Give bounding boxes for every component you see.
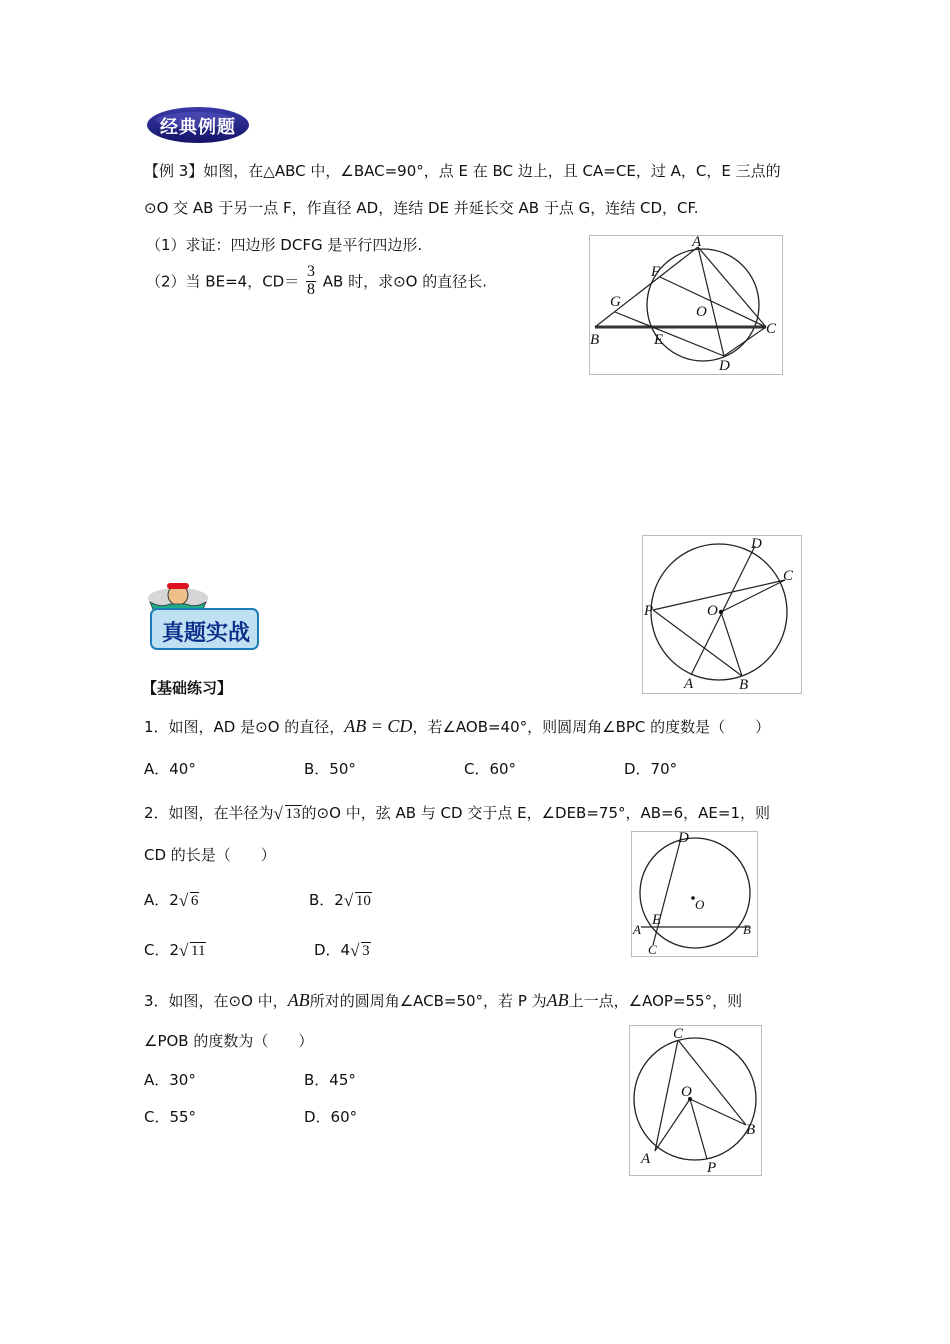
q3-mid: 所对的圆周角∠ACB=50°，若 P 为 [309,992,547,1010]
sqrt-3: √ 3 [350,941,370,960]
radicand-10: 10 [355,893,371,909]
label-D: D [751,536,762,552]
label-C: C [766,321,777,337]
q3-figure [629,1025,762,1176]
q3-option-a: A．30° [144,1071,196,1089]
q3-pre: 3．如图，在⊙O 中， [144,992,288,1010]
real-exam-label: 真题实战 [162,620,251,646]
label-D: D [719,358,730,374]
label-C: C [783,568,794,584]
q1-option-b: B．50° [304,760,356,778]
q2-optB-pre: B．2 [309,891,344,909]
radicand-6: 6 [190,893,199,909]
q2-option-d [314,939,371,960]
label-A: A [684,676,694,692]
q2-pre: 2．如图，在半径为 [144,804,274,822]
q1-option-d: D．70° [624,760,678,778]
part2-pre: （2）当 BE=4，CD＝ [146,272,300,291]
q1-pre: 1．如图，AD 是⊙O 的直径， [144,718,345,736]
radicand-3: 3 [362,943,370,959]
q1-post: ，若∠AOB=40°，则圆周角∠BPC 的度数是（ ） [412,718,771,736]
radicand-13: 13 [285,806,301,822]
mascot-icon [148,583,208,612]
classic-example-label: 经典例题 [160,117,236,138]
label-E: E [654,332,664,348]
q1-text [144,716,770,737]
label-G: G [610,294,621,310]
label-B: B [590,332,600,348]
q2-optA-pre: A．2 [144,891,179,909]
q3-arc-ab-2: AB [546,990,569,1010]
label-O: O [707,603,718,619]
q2-diagram [632,832,757,956]
q3-diagram [630,1026,761,1175]
q3-option-c: C．55° [144,1108,197,1126]
q2-optC-pre: C．2 [144,941,180,959]
sqrt-6: √ 6 [178,891,199,910]
q1-option-a: A．40° [144,760,196,778]
basic-practice-heading: 【基础练习】 [142,679,233,697]
q2-post: 的⊙O 中，弦 AB 与 CD 交于点 E，∠DEB=75°，AB=6，AE=1，则 [301,804,771,822]
label-P: P [707,1160,717,1175]
sqrt-13: √ 13 [273,804,301,823]
example3-figure [589,235,783,375]
fraction-denominator: 8 [307,281,315,298]
label-C: C [673,1026,684,1042]
classic-example-badge [146,106,250,148]
q1-math: AB = CD [344,716,413,736]
example3-line1: 【例 3】如图，在△ABC 中，∠BAC=90°，点 E 在 BC 边上，且 CA=CE，过 A，C，E 三点的 [144,162,781,180]
q2-option-b [309,889,372,910]
label-B: B [746,1122,756,1138]
example3-part1: （1）求证：四边形 DCFG 是平行四边形. [146,236,423,254]
q3-text [144,990,742,1011]
label-B: B [739,677,749,693]
q1-option-c: C．60° [464,760,517,778]
label-A: A [633,922,641,937]
example3-line2: ⊙O 交 AB 于另一点 F，作直径 AD，连结 DE 并延长交 AB 于点 G，连结 CD，CF. [144,199,699,217]
label-D: D [678,832,689,846]
q2-text [144,802,770,823]
q3-post: 上一点，∠AOP=55°，则 [568,992,743,1010]
q2-option-a [144,889,199,910]
q1-figure [642,535,802,694]
part2-post: AB 时，求⊙O 的直径长. [322,272,488,291]
q2-optD-pre: D．4 [314,941,351,959]
q3-option-d: D．60° [304,1108,358,1126]
example3-diagram [590,236,782,374]
label-O: O [681,1084,692,1100]
label-O: O [695,897,705,912]
q1-diagram [643,536,801,693]
real-exam-badge [140,578,262,656]
label-E: E [652,912,662,928]
q2-option-c [144,939,206,960]
q2-line2: CD 的长是（ ） [144,846,276,864]
radicand-11: 11 [191,943,206,959]
label-P: P [644,603,654,619]
label-C: C [648,942,657,956]
example3-part2 [146,264,487,298]
label-B: B [743,922,751,937]
sqrt-11: √ 11 [179,941,206,960]
q2-figure [631,831,758,957]
label-A: A [692,236,702,250]
fraction-3-8 [306,264,316,298]
fraction-numerator: 3 [307,263,315,280]
sqrt-10: √ 10 [343,891,371,910]
q3-line2: ∠POB 的度数为（ ） [144,1032,314,1050]
q3-arc-ab: AB [287,990,310,1010]
label-A: A [641,1151,651,1167]
label-O: O [696,304,707,320]
q3-option-b: B．45° [304,1071,356,1089]
label-F: F [651,264,661,280]
